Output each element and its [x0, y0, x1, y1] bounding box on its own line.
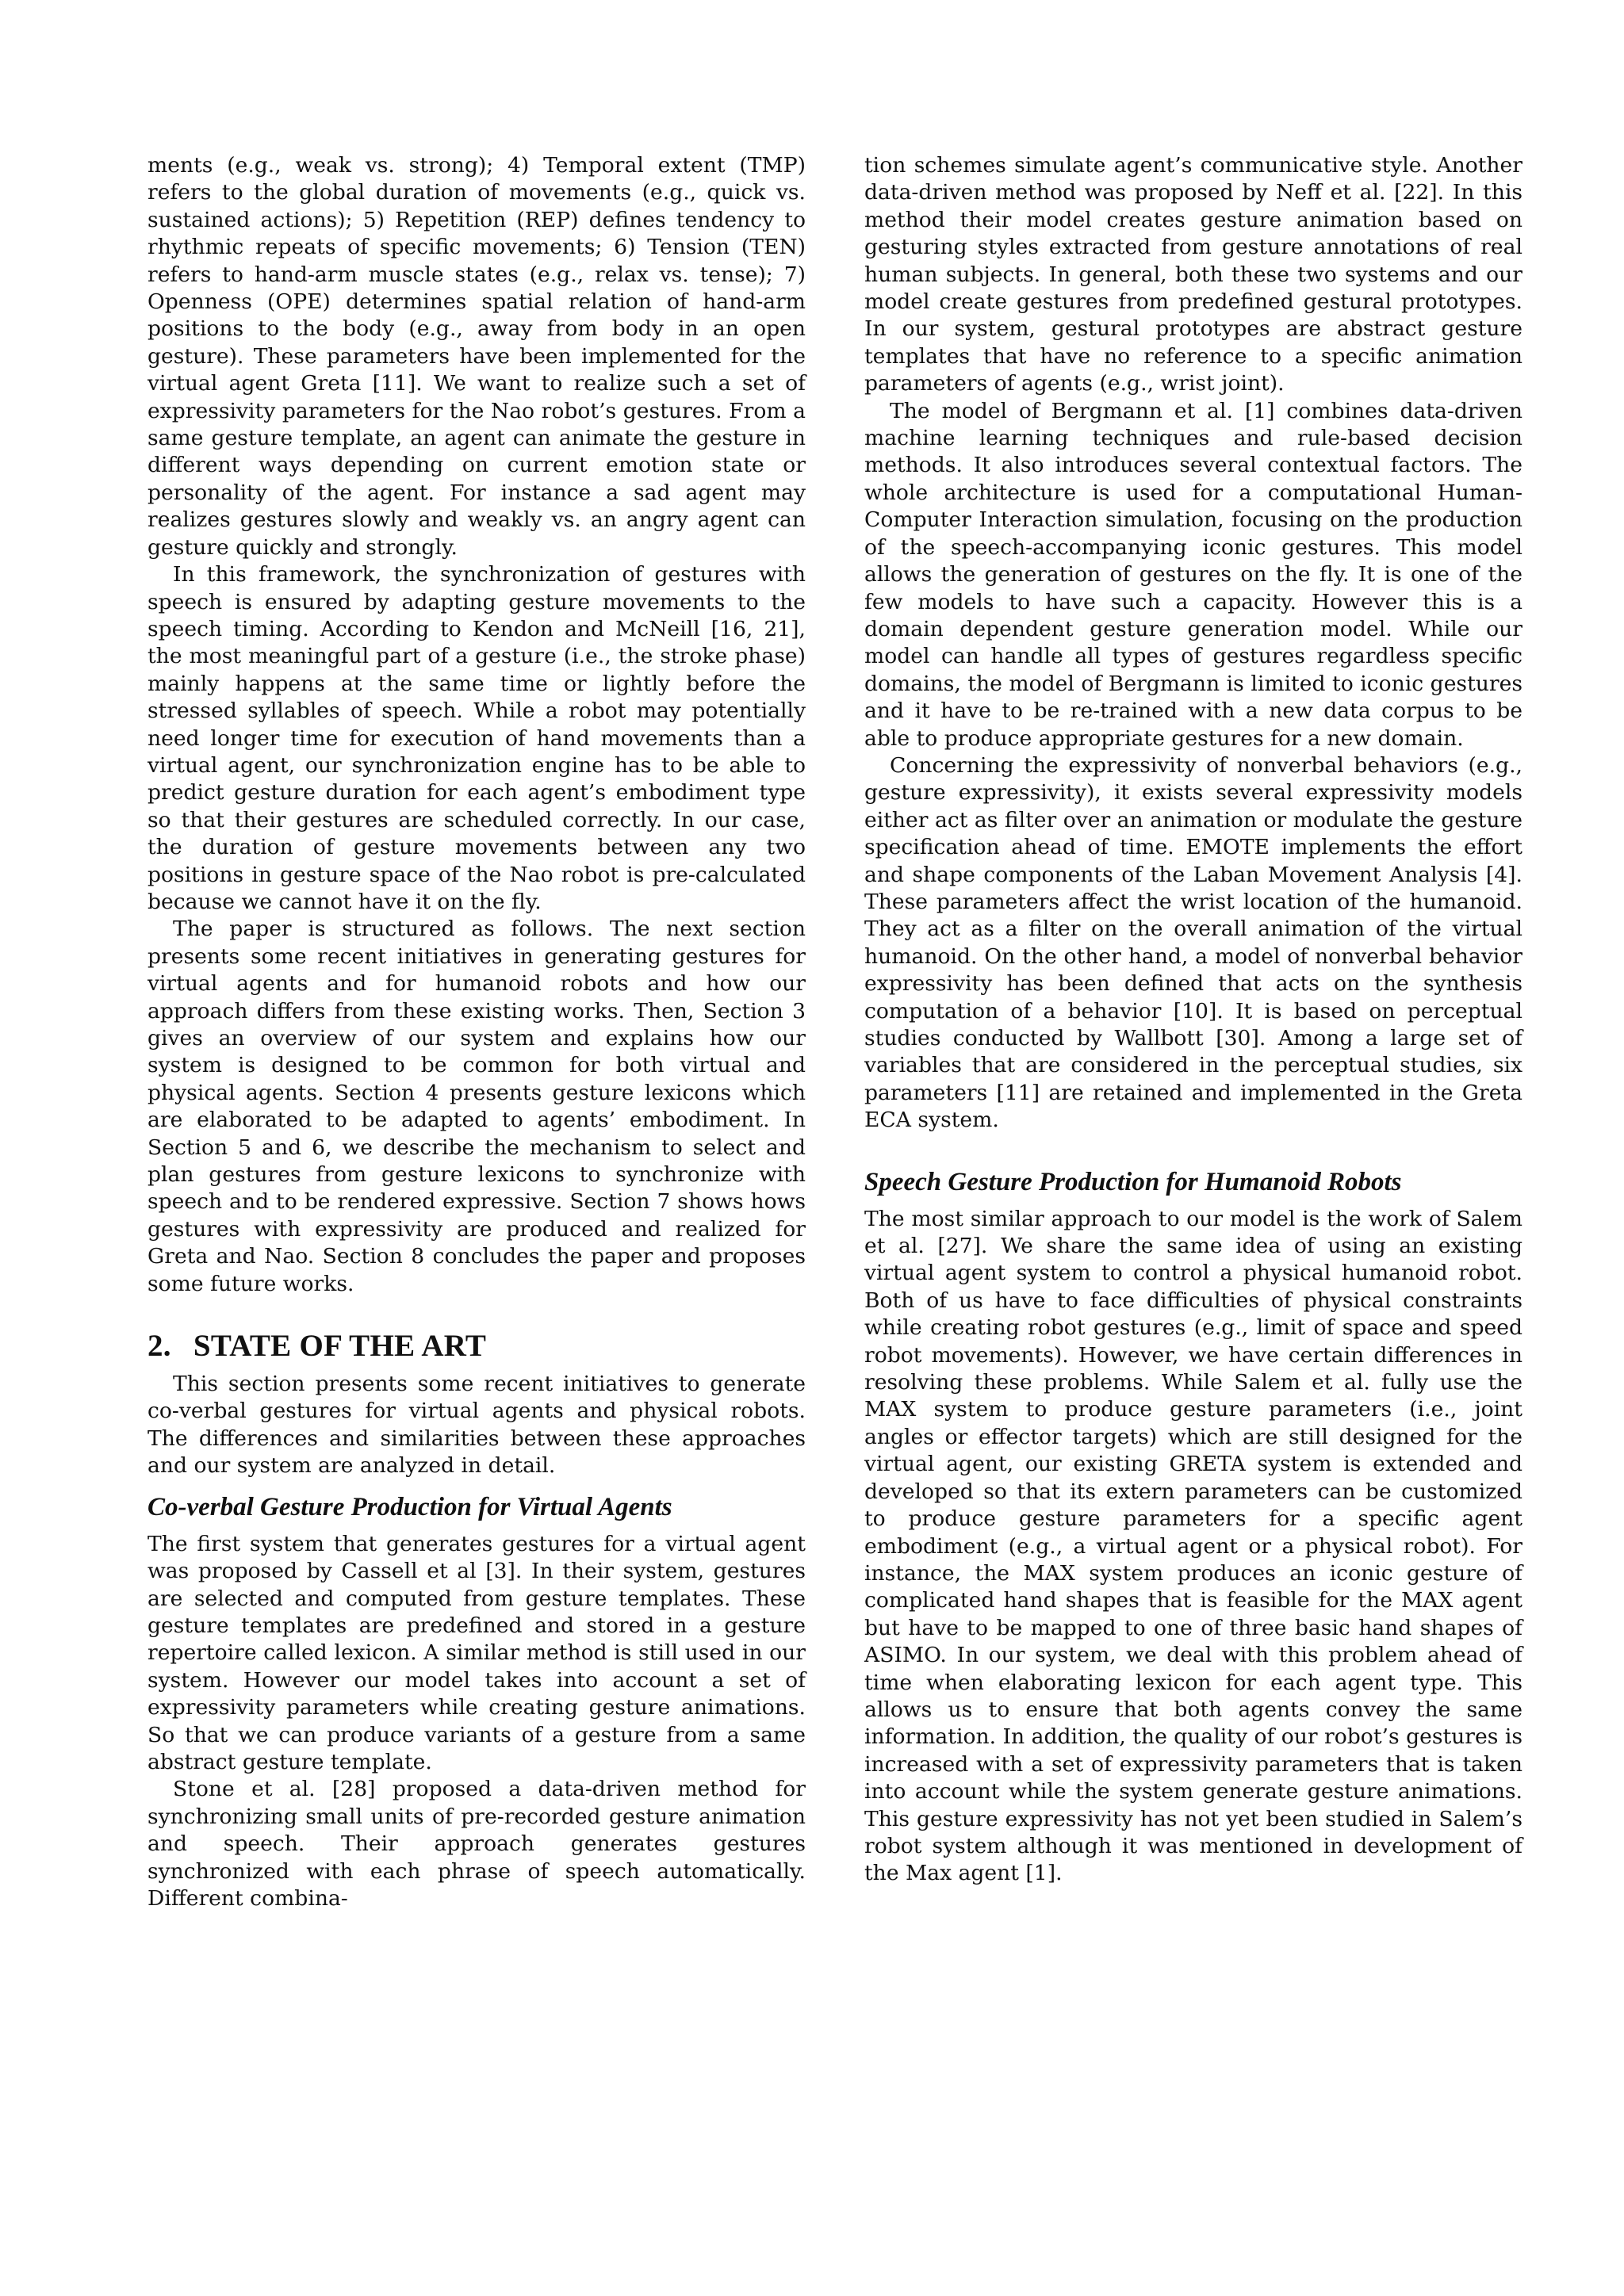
- intro-paragraph-2: In this framework, the synchronization of gestures with speech is ensured by adapting gesture movements to the speech timing. According to Kendon and McNeill [16, 21], the most meaningful part of a gesture (i.e., the stroke phase) mainly happens at the same time or lightly before the stressed syllables of speech. While a robot may potentially need longer time for execution of hand movements than a virtual agent, our synchronization engine has to be able to predict gesture duration for each agent’s embodiment type so that their gestures are scheduled correctly. In our case, the duration of gesture movements between any two positions in gesture space of the Nao robot is pre-calculated because we cannot have it on the fly.: [147, 562, 806, 914]
- virtual-agents-paragraph-1: The first system that generates gestures for a virtual agent was proposed by Cassell et al [3]. In their system, gestures are selected and computed from gesture templates. These gesture templates are predefined and stored in a gesture repertoire called lexicon. A similar method is still used in our system. However our model takes into account a set of expressivity parameters while creating gesture animations. So that we can produce variants of a gesture from a same abstract gesture template.: [147, 1531, 806, 1774]
- virtual-agents-paragraph-2: Stone et al. [28] proposed a data-driven method for synchronizing small units of pre-recorded gesture animation and speech. Their approach generates gestures synchronized with each phrase of speech automatically. Different combina-: [147, 1777, 806, 1911]
- intro-paragraph-1: ments (e.g., weak vs. strong); 4) Temporal extent (TMP) refers to the global duration of movements (e.g., quick vs. sustained actions); 5) Repetition (REP) defines tendency to rhythmic repeats of specific movements; 6) Tension (TEN) refers to hand-arm muscle states (e.g., relax vs. tense); 7) Openness (OPE) determines spatial relation of hand-arm positions to the body (e.g., away from body in an open gesture). These parameters have been implemented for the virtual agent Greta [11]. We want to realize such a set of expressivity parameters for the Nao robot’s gestures. From a same gesture template, an agent can animate the gesture in different ways depending on current emotion state or personality of the agent. For instance a sad agent may realizes gestures slowly and weakly vs. an angry agent can gesture quickly and strongly.: [147, 153, 806, 560]
- section-intro-paragraph: This section presents some recent initiatives to generate co-verbal gestures for virtual agents and physical robots. The differences and similarities between these approaches and our system are analyzed in detail.: [147, 1372, 806, 1479]
- right-paragraph-2: The model of Bergmann et al. [1] combines data-driven machine learning techniques and rule-based decision methods. It also introduces several contextual factors. The whole architecture is used for a computational Human-Computer Interaction simulation, focusing on the production of the speech-accompanying iconic gestures. This model allows the generation of gestures on the fly. It is one of the few models to have such a capacity. However this is a domain dependent gesture generation model. While our model can handle all types of gestures regardless specific domains, the model of Bergmann is limited to iconic gestures and it have to be re-trained with a new data corpus to be able to produce appropriate gestures for a new domain.: [864, 398, 1522, 751]
- section-heading: [147, 1328, 806, 1364]
- paper-page: [147, 152, 1522, 2182]
- humanoid-robots-paragraph: The most similar approach to our model is the work of Salem et al. [27]. We share the same idea of using an existing virtual agent system to control a physical humanoid robot. Both of us have to face difficulties of physical constraints while creating robot gestures (e.g., limit of space and speed robot movements). However, we have certain differences in resolving these problems. While Salem et al. fully use the MAX system to produce gesture parameters (i.e., joint angles or effector targets) which are still designed for the virtual agent, our existing GRETA system is extended and developed so that its extern parameters can be customized to produce gesture parameters for a specific agent embodiment (e.g., a virtual agent or a physical robot). For instance, the MAX system produces an iconic gesture of complicated hand shapes that is feasible for the MAX agent but have to be mapped to one of three basic hand shapes of ASIMO. In our system, we deal with this problem ahead of time when elaborating lexicon for each agent type. This allows us to ensure that both agents convey the same information. In addition, the quality of our robot’s gestures is increased with a set of expressivity parameters that is taken into account while the system generate gesture animations. This gesture expressivity has not yet been studied in Salem’s robot system although it was mentioned in development of the Max agent [1].: [864, 1206, 1522, 1886]
- section-title: STATE OF THE ART: [193, 1329, 487, 1364]
- right-paragraph-3: Concerning the expressivity of nonverbal behaviors (e.g., gesture expressivity), it exists several expressivity models either act as filter over an animation or modulate the gesture specification ahead of time. EMOTE implements the effort and shape components of the Laban Movement Analysis [4]. These parameters affect the wrist location of the humanoid. They act as a filter on the overall animation of the virtual humanoid. On the other hand, a model of nonverbal behavior expressivity has been defined that acts on the synthesis computation of a behavior [10]. It is based on perceptual studies conducted by Wallbott [30]. Among a large set of variables that are considered in the perceptual studies, six parameters [11] are retained and implemented in the Greta ECA system.: [864, 752, 1522, 1133]
- left-column: [147, 152, 806, 2182]
- right-paragraph-1: tion schemes simulate agent’s communicative style. Another data-driven method was proposed by Neff et al. [22]. In this method their model creates gesture animation based on gesturing styles extracted from gesture annotations of real human subjects. In general, both these two systems and our model create gestures from predefined gestural prototypes. In our system, gestural prototypes are abstract gesture templates that have no reference to a specific animation parameters of agents (e.g., wrist joint).: [864, 153, 1522, 396]
- intro-paragraph-3: The paper is structured as follows. The next section presents some recent initiatives in generating gestures for virtual agents and for humanoid robots and how our approach differs from these existing works. Then, Section 3 gives an overview of our system and explains how our system is designed to be common for both virtual and physical agents. Section 4 presents gesture lexicons which are elaborated to be adapted to agents’ embodiment. In Section 5 and 6, we describe the mechanism to select and plan gestures from gesture lexicons to synchronize with speech and to be rendered expressive. Section 7 shows hows gestures with expressivity are produced and realized for Greta and Nao. Section 8 concludes the paper and proposes some future works.: [147, 916, 806, 1296]
- right-column: [864, 152, 1522, 2182]
- subsection-heading-humanoid-robots: Speech Gesture Production for Humanoid Robots: [864, 1167, 1402, 1196]
- subsection-heading-virtual-agents: Co-verbal Gesture Production for Virtual Agents: [147, 1492, 672, 1521]
- section-number: 2.: [147, 1329, 171, 1364]
